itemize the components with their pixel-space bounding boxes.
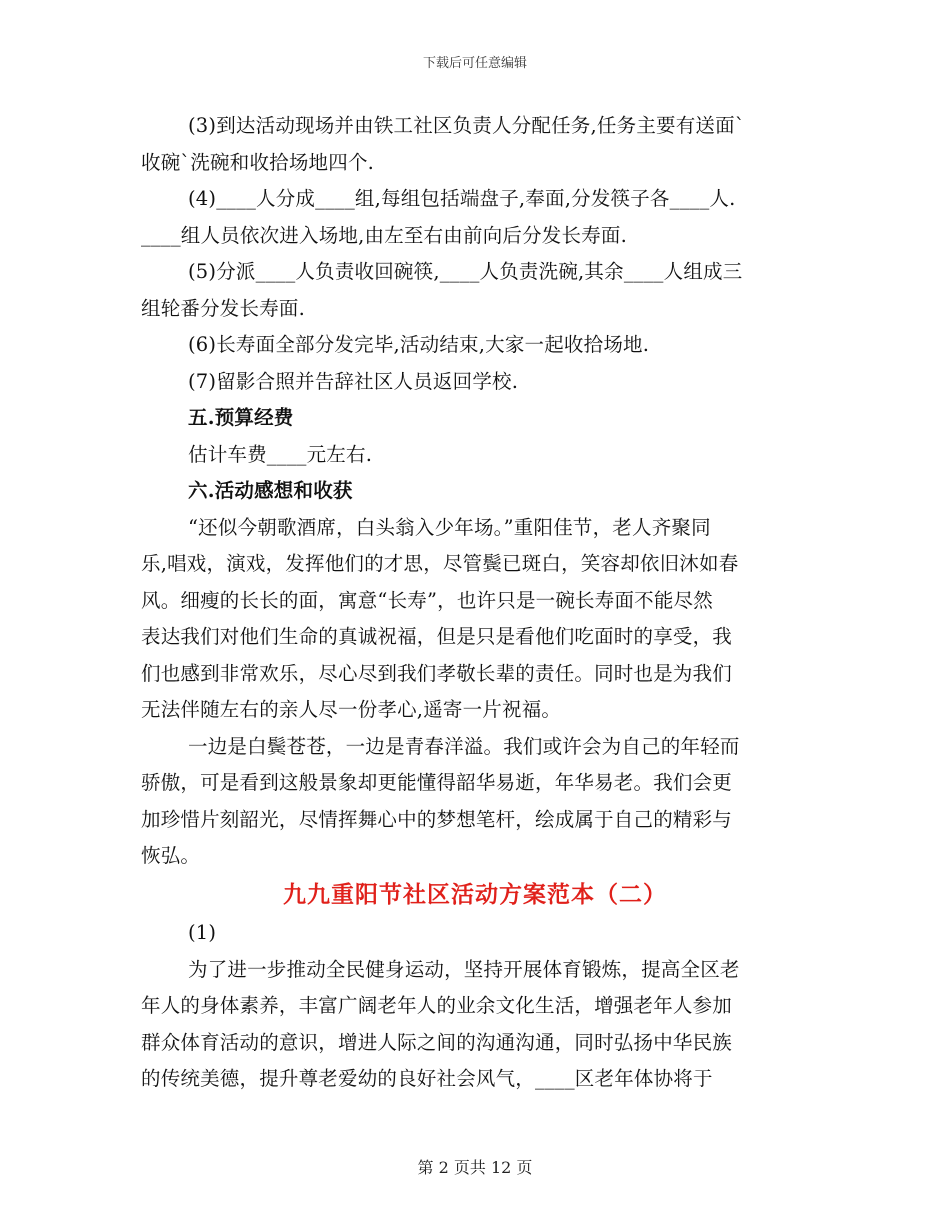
paragraph-line: (6)长寿面全部分发完毕,活动结束,大家一起收拾场地. (188, 333, 650, 356)
paragraph-line: 组轮番分发长寿面. (141, 296, 305, 320)
section-heading-budget: 五.预算经费 (188, 406, 294, 429)
paragraph-line: 群众体育活动的意识，增进人际之间的沟通沟通，同时弘扬中华民族 (141, 1030, 733, 1054)
paragraph-line: 乐,唱戏，演戏，发挥他们的才思，尽管鬓已斑白，笑容却依旧沐如春 (141, 552, 739, 575)
paragraph-line: ____组人员依次进入场地,由左至右由前向后分发长寿面. (141, 223, 627, 247)
paragraph-line: 恢弘。 (141, 844, 201, 867)
paragraph-line: “还似今朝歌酒席，白头翁入少年场。”重阳佳节，老人齐聚同 (188, 515, 711, 539)
page-header: 下载后可任意编辑 (422, 56, 527, 71)
paragraph-line: (7)留影合照并告辞社区人员返回学校. (188, 369, 519, 393)
document-body (141, 108, 809, 1098)
paragraph-line: 一边是白鬓苍苍，一边是青春洋溢。我们或许会为自己的年轻而 (188, 734, 740, 758)
paragraph-line: (3)到达活动现场并由铁工社区负责人分配任务,任务主要有送面` (188, 114, 745, 137)
section-heading-reflections: 六.活动感想和收获 (188, 479, 353, 502)
paragraph-line: 为了进一步推动全民健身运动，坚持开展体育锻炼，提高全区老 (188, 957, 740, 981)
paragraph-line: (1) (188, 921, 217, 944)
paragraph-line: 的传统美德，提升尊老爱幼的良好社会风气，____区老年体协将于 (141, 1067, 713, 1090)
paragraph-line: 估计车费____元左右. (188, 442, 373, 466)
paragraph-line: 无法伴随左右的亲人尽一份孝心,遥寄一片祝福。 (141, 698, 562, 721)
paragraph-line: 骄傲，可是看到这般景象却更能懂得韶华易逝，年华易老。我们会更 (141, 771, 733, 794)
paragraph-line: 加珍惜片刻韶光，尽情挥舞心中的梦想笔杆，绘成属于自己的精彩与 (141, 807, 733, 831)
page-footer: 第 2 页共 12 页 (417, 1158, 533, 1177)
paragraph-line: 收碗`洗碗和收拾场地四个. (141, 150, 375, 174)
paragraph-line: (4)____人分成____组,每组包括端盘子,奉面,分发筷子各____人. (188, 187, 736, 210)
paragraph-line: 们也感到非常欢乐，尽心尽到我们孝敬长辈的责任。同时也是为我们 (141, 661, 733, 685)
paragraph-line: 表达我们对他们生命的真诚祝福，但是只是看他们吃面时的享受，我 (141, 625, 733, 648)
section-title: 九九重阳节社区活动方案范本（二） (283, 880, 667, 908)
paragraph-line: (5)分派____人负责收回碗筷,____人负责洗碗,其余____人组成三 (188, 260, 743, 283)
paragraph-line: 年人的身体素养，丰富广阔老年人的业余文化生活，增强老年人参加 (141, 994, 733, 1017)
paragraph-line: 风。细瘦的长长的面，寓意“长寿”，也许只是一碗长寿面不能尽然 (141, 588, 713, 612)
